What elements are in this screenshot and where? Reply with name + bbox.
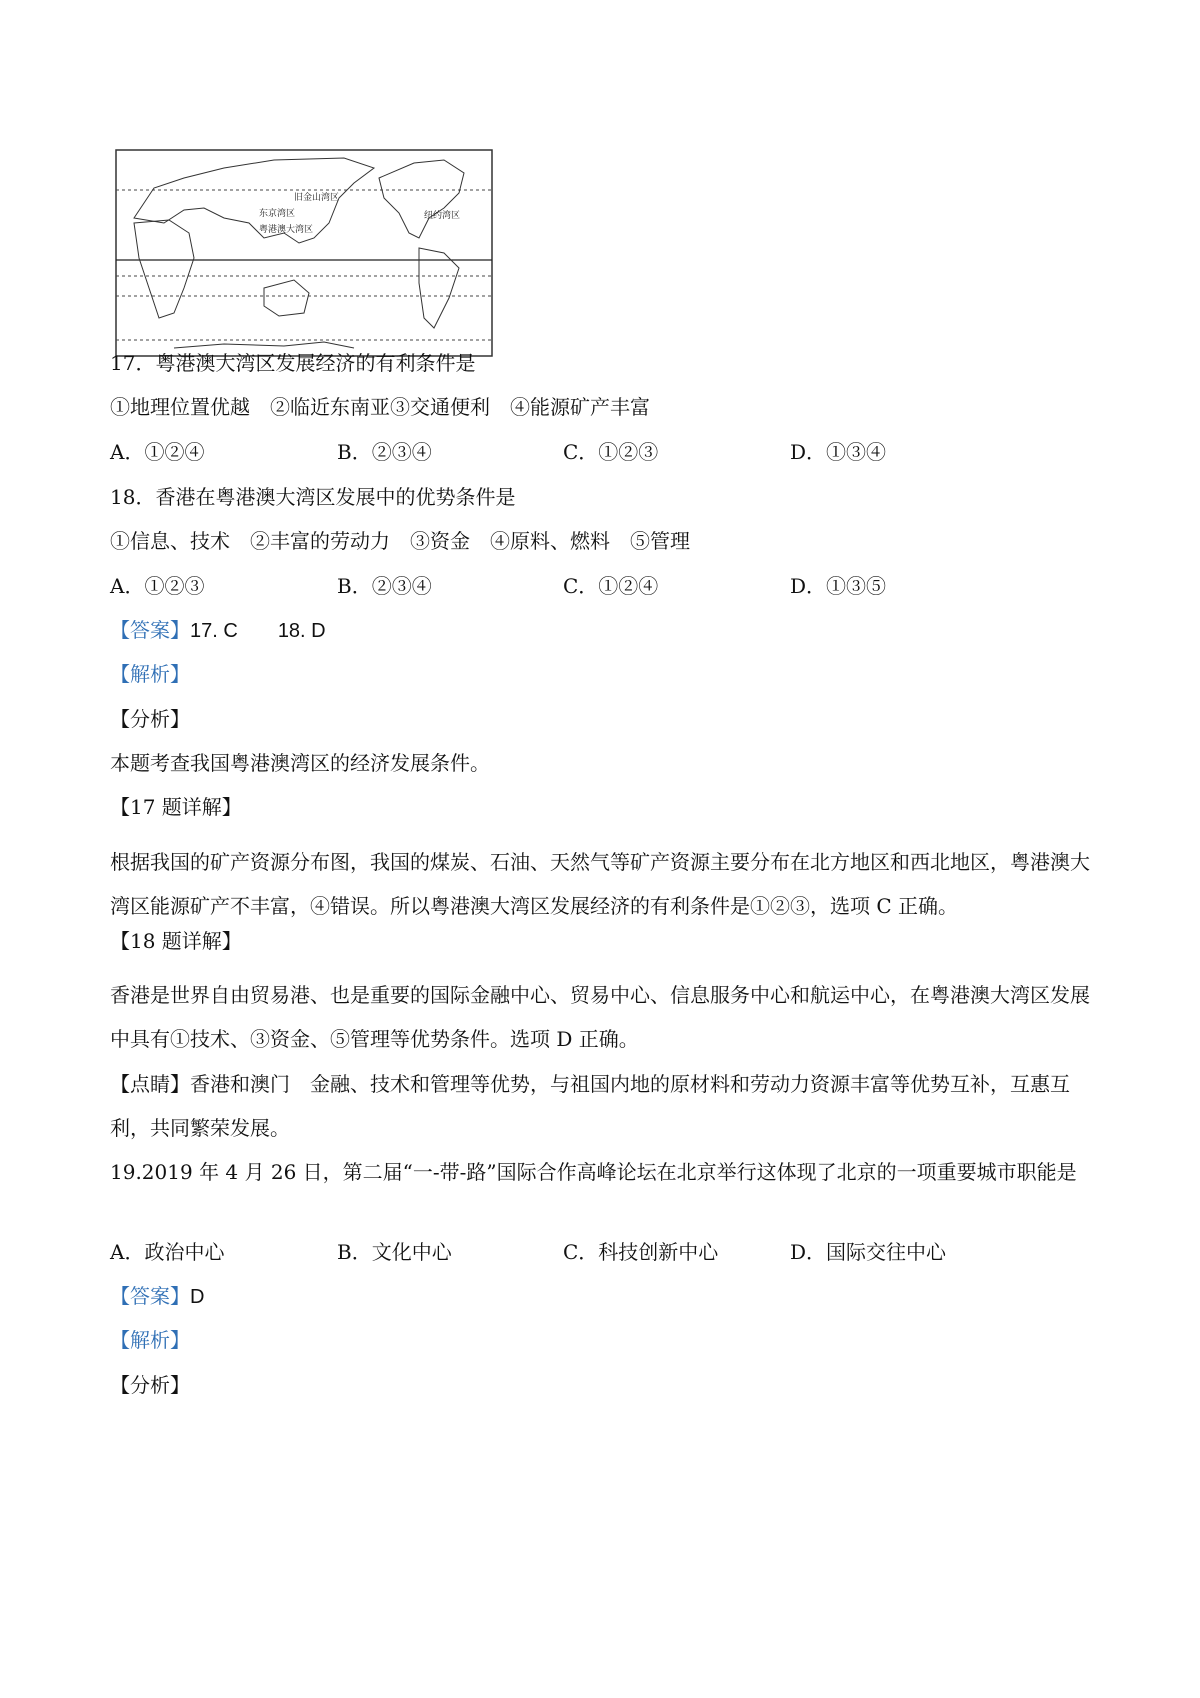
map-label-tokyo: 东京湾区: [259, 209, 296, 219]
answer-tag-2: 【答案】: [110, 1284, 190, 1308]
jiexi-tag-2: 【解析】: [110, 1328, 190, 1352]
q19-stem: 19.2019 年 4 月 26 日，第二届“一-带-路”国际合作高峰论坛在北京举行这体现了北京的一项重要城市职能是: [110, 1160, 1077, 1184]
answer-17: 17. C: [190, 620, 238, 642]
answer-19: D: [190, 1286, 205, 1308]
jiexi-tag-1: 【解析】: [110, 662, 190, 686]
q18-option-b: B．②③④: [337, 574, 432, 598]
q19-option-c: C．科技创新中心: [563, 1240, 719, 1264]
detail-18-heading: 【18 题详解】: [110, 929, 242, 953]
q17-items: ①地理位置优越 ②临近东南亚③交通便利 ④能源矿产丰富: [110, 395, 650, 419]
answer-line-1: [110, 618, 326, 643]
detail-17-heading: 【17 题详解】: [110, 795, 242, 819]
q19-option-d: D．国际交往中心: [790, 1240, 947, 1264]
world-map-figure: [114, 148, 494, 358]
answer-tag: 【答案】: [110, 618, 190, 642]
fenxi-tag-1: 【分析】: [110, 707, 190, 731]
dianjing-text: 【点睛】香港和澳门 金融、技术和管理等优势，与祖国内地的原材料和劳动力资源丰富等优势互补，互惠互利，共同繁荣发展。: [110, 1072, 1070, 1140]
q18-option-a: A．①②③: [110, 574, 205, 598]
q19-option-a: A．政治中心: [110, 1240, 225, 1264]
q17-option-b: B．②③④: [337, 440, 432, 464]
q18-option-d: D．①③⑤: [790, 574, 887, 598]
map-label-newyork: 纽约湾区: [424, 211, 461, 221]
q18-option-c: C．①②④: [563, 574, 659, 598]
fenxi-tag-2: 【分析】: [110, 1373, 190, 1397]
q17-option-a: A．①②④: [110, 440, 205, 464]
q17-stem: 17．粤港澳大湾区发展经济的有利条件是: [110, 351, 476, 375]
q17-option-c: C．①②③: [563, 440, 659, 464]
answer-line-2: [110, 1284, 204, 1309]
map-label-sanfrancisco: 旧金山湾区: [294, 193, 340, 203]
q19-option-b: B．文化中心: [337, 1240, 452, 1264]
q17-option-d: D．①③④: [790, 440, 887, 464]
fenxi-text-1: 本题考查我国粤港澳湾区的经济发展条件。: [110, 751, 490, 775]
map-label-gba: 粤港澳大湾区: [259, 225, 314, 235]
detail-18-text: 香港是世界自由贸易港、也是重要的国际金融中心、贸易中心、信息服务中心和航运中心，在粤港澳大湾区发展中具有①技术、③资金、⑤管理等优势条件。选项 D 正确。: [110, 983, 1090, 1051]
answer-18: 18. D: [277, 620, 326, 642]
detail-17-text: 根据我国的矿产资源分布图，我国的煤炭、石油、天然气等矿产资源主要分布在北方地区和西北地区，粤港澳大湾区能源矿产不丰富，④错误。所以粤港澳大湾区发展经济的有利条件是①②③，选项 C 正确。: [110, 850, 1090, 918]
q18-stem: 18．香港在粤港澳大湾区发展中的优势条件是: [110, 485, 516, 509]
q18-items: ①信息、技术 ②丰富的劳动力 ③资金 ④原料、燃料 ⑤管理: [110, 529, 690, 553]
